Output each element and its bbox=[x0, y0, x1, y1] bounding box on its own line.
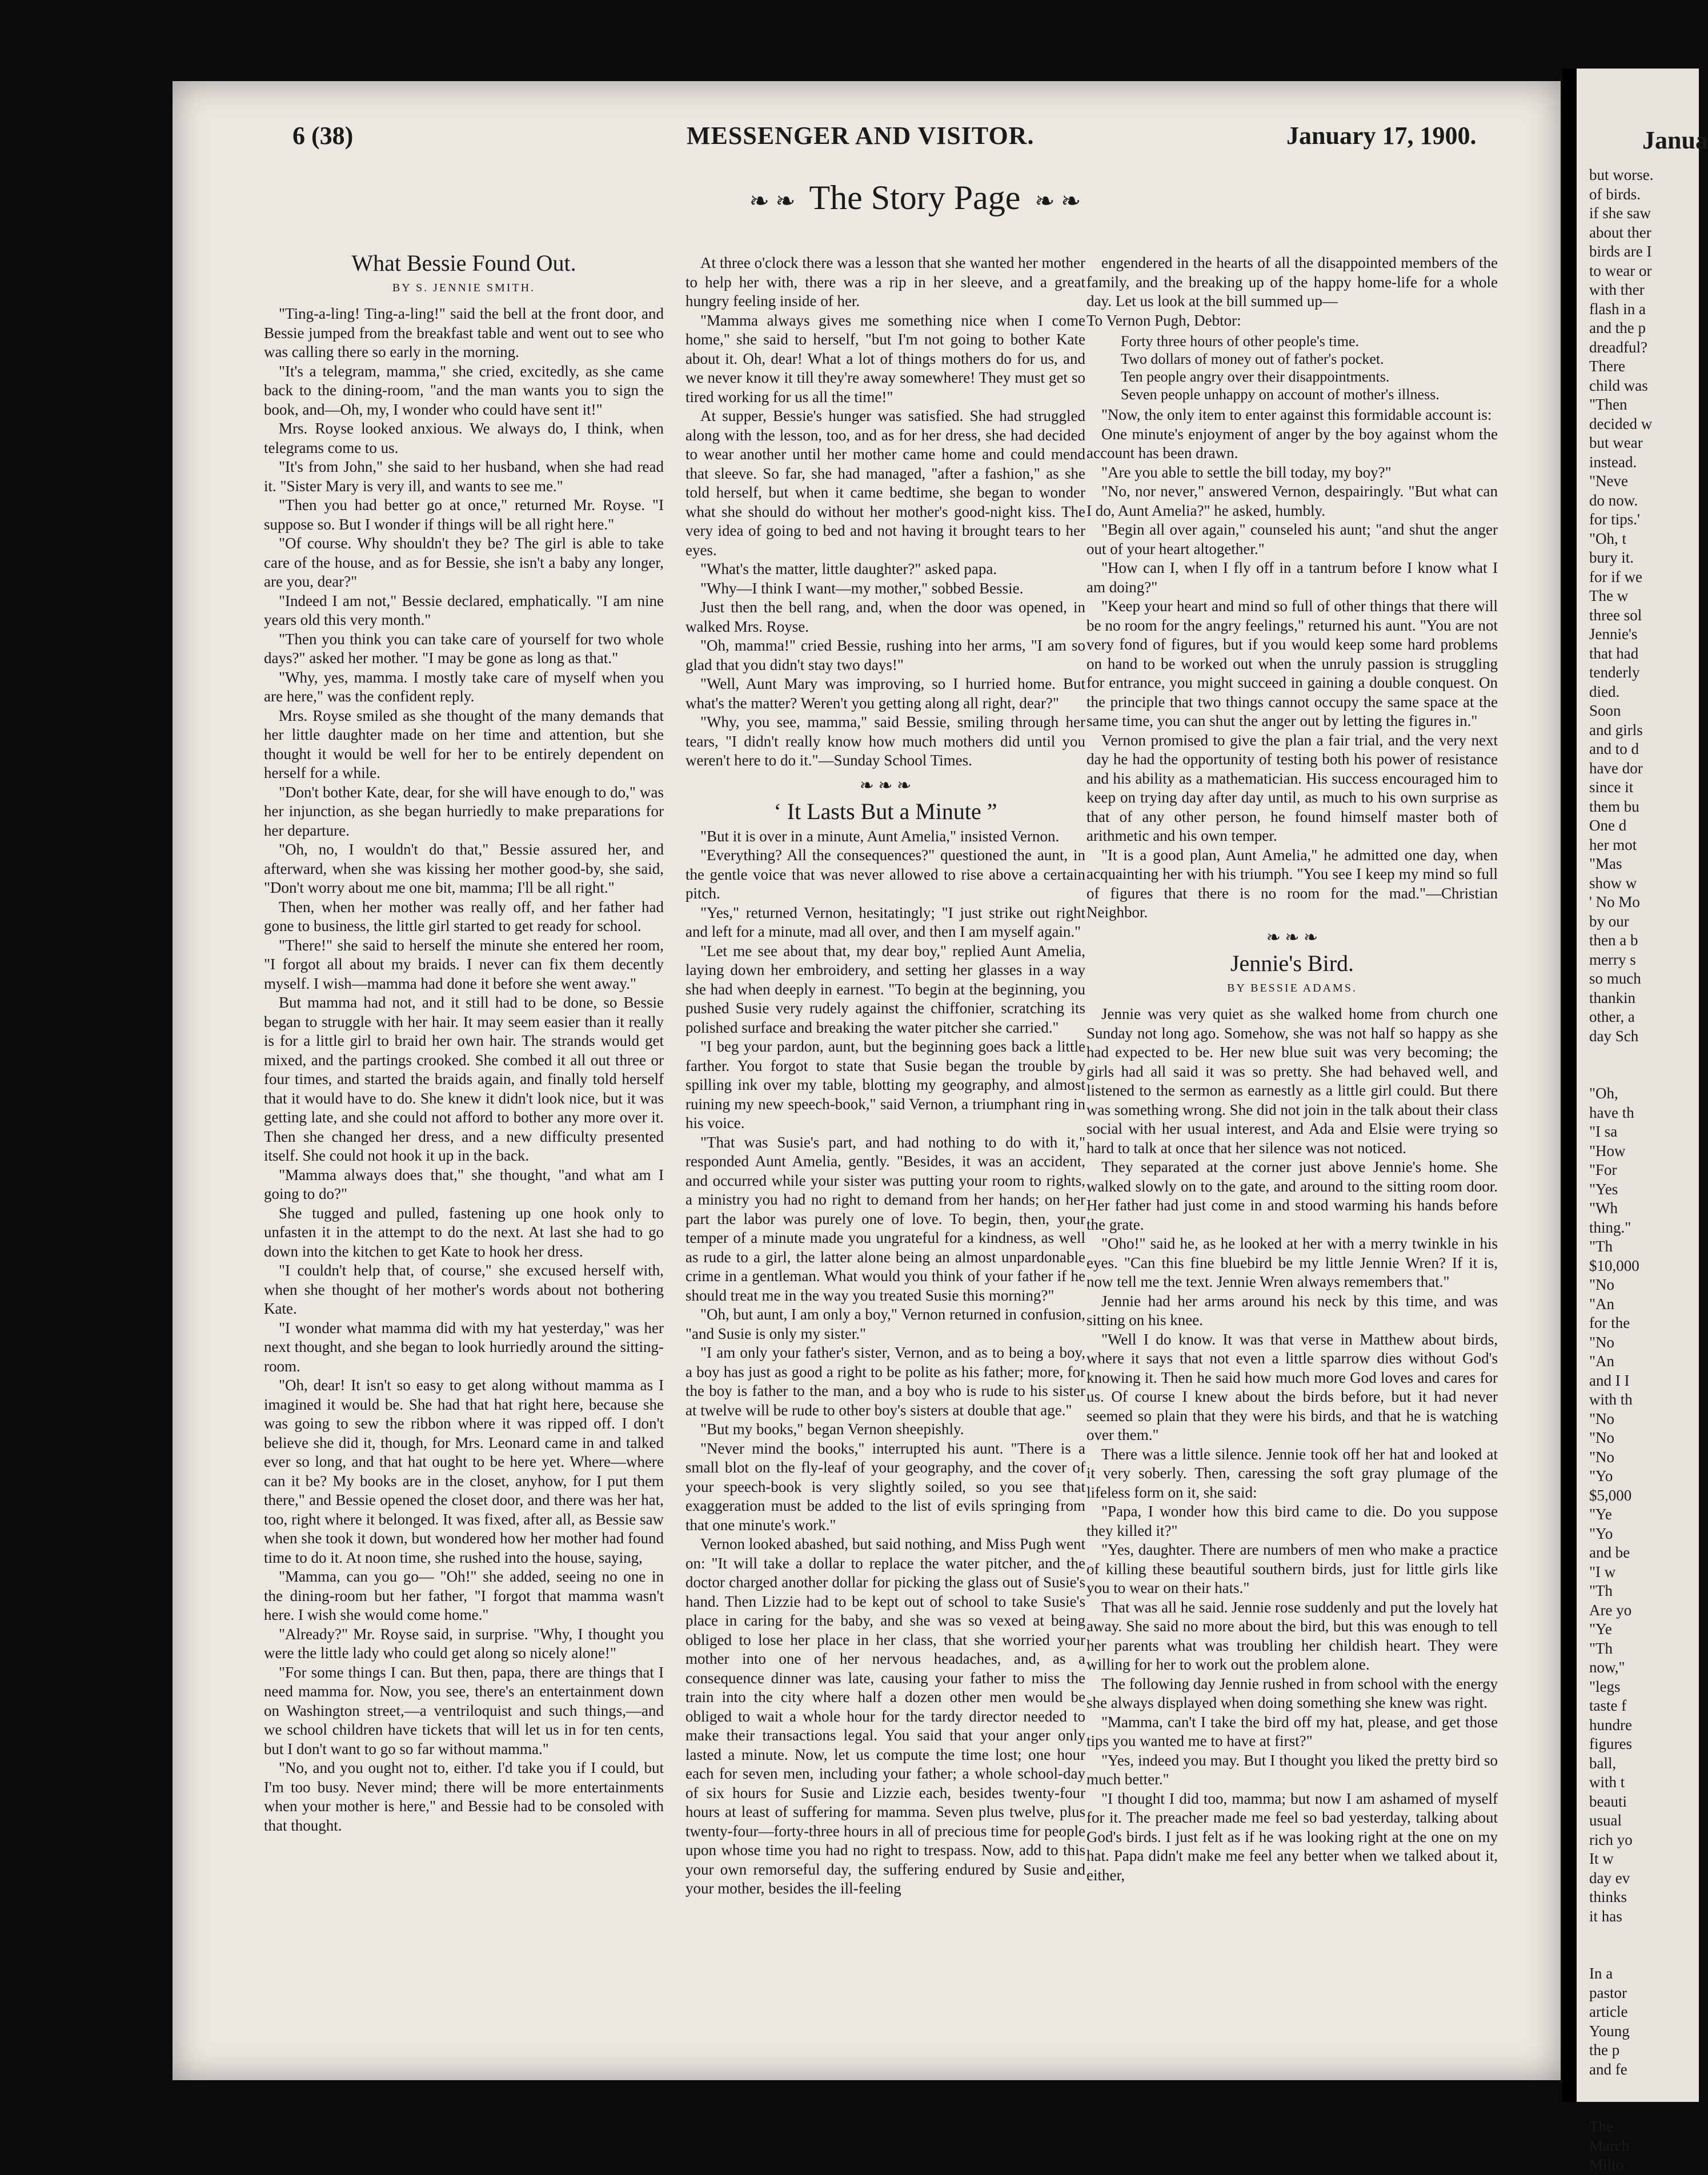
text-line: day ev bbox=[1589, 1869, 1630, 1887]
text-line: Milto bbox=[1589, 2156, 1624, 2173]
text-line: show w bbox=[1589, 874, 1637, 892]
paragraph: "Oh, dear! It isn't so easy to get along without mamma as I imagined it would be. She had that hat right here, because she was going to sew the ribbon where it was ripped off. I don't believe she did it, though, for Mrs. Leonard came in and talked ever so long, and that hat ought to be here yet. Where—where can it be? My books are in the closet, anyhow, for I put them there," and Bessie opened the closet door, and there was her hat, too, right where it belonged. It was fixed, after all, as Bessie saw when she took it down, but wondered how her mother had found time to do it. At noon time, she rushed into the house, saying, bbox=[264, 1377, 664, 1566]
text-line: day Sch bbox=[1589, 1027, 1639, 1045]
paragraph: "I beg your pardon, aunt, but the beginning goes back a little farther. You forgot to state that Susie began the trouble by spilling ink over my table, blotting my geography, and almost ruining my new speech-book," said Vernon, a triumphant ring in his voice. bbox=[685, 1038, 1085, 1131]
separator-ornament-icon: ❧ ❧ ❧ bbox=[859, 776, 912, 795]
paragraph: "Yes, indeed you may. But I thought you liked the pretty bird so much better." bbox=[1086, 1751, 1498, 1788]
text-line: ball, bbox=[1589, 1754, 1617, 1772]
paragraph: "How can I, when I fly off in a tantrum before I know what I am doing?" bbox=[1086, 559, 1498, 596]
paragraph: The following day Jennie rushed in from school with the energy she always displayed when doing something she knew was right. bbox=[1086, 1675, 1498, 1711]
paragraph: One minute's enjoyment of anger by the boy against whom the account has been drawn. bbox=[1086, 425, 1498, 462]
text-line bbox=[1589, 1065, 1703, 1085]
text-line: it has bbox=[1589, 1907, 1622, 1925]
text-line: died. bbox=[1589, 683, 1620, 700]
text-line: It w bbox=[1589, 1850, 1614, 1867]
text-line: of birds. bbox=[1589, 185, 1641, 203]
paragraph: At supper, Bessie's hunger was satisfied. She had struggled along with the lesson, too, and as for her dress, she had decided to wear another until her mother came home and could mend that sleeve. So far, she had managed, "after a fashion," as she told herself, but when it came bedtime, she began to wonder what she should do without her mother's good-night kiss. The very idea of going to bed and not having it brought tears to her eyes. bbox=[685, 407, 1085, 559]
paragraph: Vernon looked abashed, but said nothing, and Miss Pugh went on: "It will take a dollar to replace the water pitcher, and the doctor charged another dollar for picking the glass out of Susie's hand. Then Lizzie had to be kept out of school to take Susie's place in caring for the baby, and she was so vexed at being obliged to lose her place in her class, that she worried your mother into one of her nervous headaches, and, as a consequence dinner was late, causing your father to miss the train into the city where half a dozen other men would be obliged to wait a whole hour for the tardy director needed to make their transactions legal. You said that your anger only lasted a minute. Now, let us compute the time lost; one hour each for seven men, including your father; a whole school-day of six hours for Susie and Lizzie each, besides twenty-four hours at least of suffering for mamma. Seven plus twelve, plus twenty-four—forty-three hours in all of precious time for people upon whose time you had no right to trespass. Now, add to this your own remorseful day, the suffering endured by Susie and your mother, besides the ill-feeling bbox=[685, 1535, 1085, 1897]
paragraph: At three o'clock there was a lesson that she wanted her mother to help her with, there was a rip in her sleeve, and a great hungry feeling inside of her. bbox=[685, 254, 1085, 310]
paragraph: "I wonder what mamma did with my hat yesterday," was her next thought, and she began to look hurriedly around the sitting-room. bbox=[264, 1319, 664, 1375]
article-title: ‘ It Lasts But a Minute ” bbox=[773, 798, 997, 824]
text-line: now," bbox=[1589, 1659, 1625, 1676]
article-body bbox=[685, 827, 1085, 1899]
text-line: beauti bbox=[1589, 1792, 1627, 1810]
paragraph: "Why, you see, mamma," said Bessie, smiling through her tears, "I didn't really know how much mothers did until you weren't here to do it."—Sunday School Times. bbox=[685, 713, 1085, 769]
paragraph: "It is a good plan, Aunt Amelia," he admitted one day, when acquainting her with his triumph. "You see I keep my mind so full of figures that there is no room for the mad."—Christian Neighbor. bbox=[1086, 846, 1498, 921]
text-line: Seven people unhappy on account of mother's illness. bbox=[1121, 386, 1440, 403]
issue-date: January 17, 1900. bbox=[1286, 122, 1477, 150]
text-line: and be bbox=[1589, 1544, 1630, 1561]
text-line: but wear bbox=[1589, 434, 1643, 451]
separator-ornament-icon: ❧ ❧ ❧ bbox=[1266, 928, 1318, 947]
text-line: figures bbox=[1589, 1735, 1632, 1752]
text-line: to wear or bbox=[1589, 262, 1652, 279]
text-line: so much bbox=[1589, 970, 1641, 987]
paragraph: Jennie had her arms around his neck by this time, and was sitting on his knee. bbox=[1086, 1292, 1498, 1329]
text-line: her mot bbox=[1589, 836, 1637, 853]
paragraph: "Now, the only item to enter against this formidable account is: bbox=[1101, 406, 1492, 423]
text-line: "Then bbox=[1589, 396, 1627, 413]
newspaper-page bbox=[173, 81, 1561, 2080]
paragraph: Jennie was very quiet as she walked home from church one Sunday not long ago. Somehow, she was not half so happy as she had expected to be. Her new blue suit was very becoming; the girls had all said it was so pretty. She had behaved well, and listened to the sermon as earnestly as a little girl could. But there was something wrong. She did not join in the talk about their class social with her usual interest, and Ada and Elsie were trying so hard to talk at once that her silence was not noticed. bbox=[1086, 1005, 1498, 1157]
paragraph: "Well I do know. It was that verse in Matthew about birds, where it says that not even a little sparrow dies without God's knowing it. Then he said how much more God loves and cares for us. Of course I knew about the birds before, but it had never seemed so plain that they were his birds, and that he is watching over them." bbox=[1086, 1330, 1498, 1443]
paragraph: Then, when her mother was really off, and her father had gone to business, the little girl started to get ready for school. bbox=[264, 898, 664, 934]
paragraph: "I am only your father's sister, Vernon, and as to being a boy, a boy has just as good a right to be polite as his father; more, for the boy is father to the man, and a boy who is rude to his sister at twelve will be rude to other boy's sisters at double that age." bbox=[685, 1344, 1085, 1419]
paragraph: "Oh, mamma!" cried Bessie, rushing into her arms, "I am so glad that you didn't stay two days!" bbox=[685, 637, 1085, 673]
paragraph: "Don't bother Kate, dear, for she will have enough to do," was her injunction, as she began hurriedly to make preparations for her departure. bbox=[264, 783, 664, 839]
text-line: In a bbox=[1589, 1965, 1613, 1982]
page-gutter bbox=[1562, 69, 1577, 2102]
paragraph: "Yes, daughter. There are numbers of men who make a practice of killing these beautiful southern birds, just for little girls like you to wear on their hats." bbox=[1086, 1541, 1498, 1596]
text-line: "No bbox=[1589, 1410, 1615, 1427]
text-line: $10,000 bbox=[1589, 1257, 1639, 1274]
paragraph: "I couldn't help that, of course," she excused herself with, when she thought of her mother's words about not bothering Kate. bbox=[264, 1262, 664, 1317]
text-line: birds are I bbox=[1589, 243, 1652, 260]
text-line: hundre bbox=[1589, 1716, 1632, 1733]
column-3 bbox=[1086, 254, 1498, 1885]
text-line: One d bbox=[1589, 817, 1627, 834]
text-line: There bbox=[1589, 358, 1625, 375]
text-line: usual bbox=[1589, 1812, 1622, 1829]
text-line: $5,000 bbox=[1589, 1486, 1632, 1504]
article-body bbox=[1086, 406, 1498, 922]
paragraph: Just then the bell rang, and, when the door was opened, in walked Mrs. Royse. bbox=[685, 599, 1085, 635]
text-line: pastor bbox=[1589, 1984, 1627, 2001]
text-line: "Th bbox=[1589, 1238, 1613, 1255]
text-line: and the p bbox=[1589, 319, 1646, 336]
text-line: "An bbox=[1589, 1295, 1615, 1313]
text-line: Soon bbox=[1589, 702, 1621, 719]
text-line: "No bbox=[1589, 1276, 1615, 1293]
text-line bbox=[1589, 1046, 1703, 1065]
page-number: 6 (38) bbox=[292, 122, 354, 150]
paragraph: "Never mind the books," interrupted his aunt. "There is a small blot on the fly-leaf of your geography, and the cover of your speech-book is very slightly soiled, so you see that exaggeration must be added to the list of evils springing from that one minute's work." bbox=[685, 1439, 1085, 1534]
paragraph: "Papa, I wonder how this bird came to die. Do you suppose they killed it?" bbox=[1086, 1503, 1498, 1539]
text-line: since it bbox=[1589, 778, 1634, 796]
text-line: taste f bbox=[1589, 1697, 1627, 1714]
article-byline: BY BESSIE ADAMS. bbox=[1227, 981, 1357, 994]
paragraph: "Mamma, can you go— "Oh!" she added, seeing no one in the dining-room but her father, "I forgot that mamma wasn't here. I wish she would come home." bbox=[264, 1568, 664, 1623]
text-line: and I I bbox=[1589, 1371, 1630, 1389]
paragraph: She tugged and pulled, fastening up one hook only to unfasten it in the attempt to do the next. At last she had to go down into the kitchen to get Kate to hook her dress. bbox=[264, 1204, 664, 1260]
article-title: Jennie's Bird. bbox=[1230, 950, 1354, 976]
text-line: them bu bbox=[1589, 797, 1639, 815]
bill-items bbox=[1121, 332, 1498, 403]
text-line: "Yo bbox=[1589, 1524, 1613, 1542]
paragraph: Vernon promised to give the plan a fair trial, and the very next day he had the opportunity of testing both his power of resistance and his ability as a mathematician. His success encouraged him to keep on trying day after day until, as much to his own surprise as that of any other person, he found himself master both of arithmetic and his own temper. bbox=[1086, 731, 1498, 844]
text-line: Two dollars of money out of father's pocket. bbox=[1121, 351, 1384, 367]
paragraph: engendered in the hearts of all the disappointed members of the family, and the breaking up of the happy home-life for a whole day. Let us look at the bill summed up— bbox=[1086, 254, 1498, 310]
column-1 bbox=[264, 247, 664, 1835]
article-body bbox=[264, 304, 664, 1835]
paragraph: "Mamma always gives me something nice when I come home," she said to herself, "but I'm not going to bother Kate about it. Oh, dear! What a lot of things mothers do for us, and we never know it till they're away somewhere! They must get so tired working for us all the time!" bbox=[685, 311, 1085, 406]
text-line: "I w bbox=[1589, 1563, 1616, 1580]
text-line: flash in a bbox=[1589, 300, 1646, 318]
text-line: "Wh bbox=[1589, 1199, 1618, 1217]
text-line: if she saw bbox=[1589, 204, 1651, 222]
article-title: What Bessie Found Out. bbox=[351, 250, 576, 276]
text-line: Ten people angry over their disappointments. bbox=[1121, 368, 1390, 385]
text-line: for tips.' bbox=[1589, 511, 1640, 528]
text-line: but worse. bbox=[1589, 166, 1654, 183]
article-body bbox=[1086, 254, 1498, 311]
text-line: have th bbox=[1589, 1103, 1634, 1121]
paragraph: "No, nor never," answered Vernon, despairingly. "But what can I do, Aunt Amelia?" he asked, humbly. bbox=[1086, 483, 1498, 519]
paragraph: "Oh, no, I wouldn't do that," Bessie assured her, and afterward, when she was kissing her mother good-by, she said, "Don't worry about me one bit, mamma; I'll be all right." bbox=[264, 841, 664, 896]
text-line bbox=[1589, 2098, 1703, 2118]
text-line: child was bbox=[1589, 376, 1648, 394]
text-line: three sol bbox=[1589, 606, 1642, 624]
adjacent-page-text bbox=[1589, 166, 1703, 2175]
paragraph: Mrs. Royse smiled as she thought of the many demands that her little daughter made on her time and attention, but she thought it would be well for her to be entirely dependent on herself for a while. bbox=[264, 707, 664, 781]
paragraph: "Are you able to settle the bill today, my boy?" bbox=[1101, 463, 1392, 481]
text-line: Are yo bbox=[1589, 1601, 1632, 1619]
paragraph: "No, and you ought not to, either. I'd take you if I could, but I'm too busy. Never mind; there will be more entertainments when your mother is here," and Bessie had to be consoled with that thought. bbox=[264, 1759, 664, 1834]
text-line: "legs bbox=[1589, 1678, 1621, 1695]
text-line: the p bbox=[1589, 2041, 1620, 2058]
paragraph: That was all he said. Jennie rose suddenly and put the lovely hat away. She said no more about the bird, but this was enough to tell her parents what was troubling her childish heart. They were willing for her to work out the problem alone. bbox=[1086, 1598, 1498, 1673]
text-line: March bbox=[1589, 2137, 1630, 2154]
paragraph: "Of course. Why shouldn't they be? The girl is able to take care of the house, and as for Bessie, she isn't a baby any longer, are you, dear?" bbox=[264, 535, 664, 590]
text-line: rich yo bbox=[1589, 1831, 1633, 1848]
adjacent-page-header: Janua bbox=[1642, 126, 1708, 154]
text-line: tenderly bbox=[1589, 664, 1640, 681]
text-line: thinks bbox=[1589, 1888, 1627, 1905]
text-line: "An bbox=[1589, 1353, 1615, 1370]
adjacent-page bbox=[1577, 69, 1708, 2173]
text-line: The w bbox=[1589, 587, 1629, 604]
text-line: and fe bbox=[1589, 2060, 1627, 2078]
paragraph: "Indeed I am not," Bessie declared, emphatically. "I am nine years old this very month." bbox=[264, 592, 664, 628]
text-line: about ther bbox=[1589, 223, 1651, 241]
paragraph: "But it is over in a minute, Aunt Amelia," insisted Vernon. bbox=[700, 827, 1060, 845]
text-line: "No bbox=[1589, 1448, 1615, 1466]
paragraph: "Oho!" said he, as he looked at her with a merry twinkle in his eyes. "Can this fine bluebird be my little Jennie Wren? If it is, now tell me the text. Jennie Wren always remembers that." bbox=[1086, 1235, 1498, 1290]
bill-heading: To Vernon Pugh, Debtor: bbox=[1086, 311, 1241, 329]
page-header bbox=[173, 121, 1561, 172]
article-body bbox=[1086, 1005, 1498, 1885]
paragraph: "Oh, but aunt, I am only a boy," Vernon returned in confusion, "and Susie is only my sister." bbox=[685, 1306, 1085, 1342]
text-line: and girls bbox=[1589, 721, 1643, 739]
text-line: ' No Mo bbox=[1589, 893, 1640, 910]
text-line: Young bbox=[1589, 2022, 1630, 2040]
paragraph: "Yes," returned Vernon, hesitatingly; "I just strike out right and left for a minute, mad all over, and then I am myself again." bbox=[685, 904, 1085, 940]
text-line: other, a bbox=[1589, 1008, 1635, 1025]
paragraph: "I thought I did too, mamma; but now I am ashamed of myself for it. The preacher made me feel so bad yesterday, talking about God's birds. I just felt as if he was looking right at the one on my hat. Papa didn't make me feel any better when we talked about it, either, bbox=[1086, 1789, 1498, 1884]
paragraph: "Then you think you can take care of yourself for two whole days?" asked her mother. "I may be gone as long as that." bbox=[264, 630, 664, 667]
paragraph: "Begin all over again," counseled his aunt; "and shut the anger out of your heart altogether." bbox=[1086, 521, 1498, 557]
section-title bbox=[687, 178, 1144, 218]
text-line: with ther bbox=[1589, 281, 1645, 298]
text-line: by our bbox=[1589, 912, 1629, 930]
text-line bbox=[1589, 1945, 1703, 1965]
text-line: "No bbox=[1589, 1333, 1615, 1351]
paragraph: "Mamma, can't I take the bird off my hat, please, and get those tips you wanted me to have at first?" bbox=[1086, 1713, 1498, 1749]
paragraph: There was a little silence. Jennie took off her hat and looked at it very soberly. Then, caressing the soft gray plumage of the lifeless form on it, she said: bbox=[1086, 1445, 1498, 1501]
article-byline: BY S. JENNIE SMITH. bbox=[392, 281, 536, 294]
text-line: then a b bbox=[1589, 932, 1638, 949]
text-line: bury it. bbox=[1589, 549, 1634, 566]
paragraph: "That was Susie's part, and had nothing to do with it," responded Aunt Amelia, gently. "Besides, it was an accident, and occurred while your sister was putting your room to rights, a ministry you had no right to demand from her hands; on her part the labor was purely one of love. To begin, then, your temper of a minute made you ungrateful for a kindness, as well as rude to a girl, the latter alone being an almost unpardonable crime in a gentleman. What would you think of your father if he should treat me in the way you treated Susie this morning?" bbox=[685, 1133, 1085, 1304]
text-line: with th bbox=[1589, 1391, 1633, 1408]
text-line: "Mas bbox=[1589, 855, 1622, 872]
text-line: "Th bbox=[1589, 1582, 1613, 1599]
text-line: "Th bbox=[1589, 1639, 1613, 1657]
paragraph: "Why, yes, mamma. I mostly take care of myself when you are here," was the confident reply. bbox=[264, 668, 664, 705]
masthead: MESSENGER AND VISITOR. bbox=[687, 122, 1035, 150]
leaf-ornament-icon: ❧ ❧ bbox=[1035, 188, 1081, 215]
paragraph: But mamma had not, and it still had to be done, so Bessie began to struggle with her hair. It may seem easier than it really is for a little girl to braid her own hair. The strands would get mixed, and the partings crooked. She combed it all out three or four times, and started the braids again, and finally told herself that it would have to do. She knew it didn't look nice, but it was getting late, and she could not afford to bother any more over it. Then she changed her dress, and a new difficulty presented itself. She could not hook it up in the back. bbox=[264, 994, 664, 1164]
text-line: "No bbox=[1589, 1429, 1615, 1446]
paragraph: "What's the matter, little daughter?" asked papa. bbox=[700, 560, 997, 577]
text-line: The bbox=[1589, 2118, 1613, 2135]
text-line: "Oh, t bbox=[1589, 529, 1627, 547]
paragraph: "There!" she said to herself the minute she entered her room, "I forgot all about my braids. I never can fix them decently myself. I wish—mamma had done it before she went away." bbox=[264, 936, 664, 992]
text-line: article bbox=[1589, 2003, 1628, 2020]
text-line bbox=[1589, 2079, 1703, 2098]
text-line: merry s bbox=[1589, 950, 1636, 968]
text-line: for if we bbox=[1589, 568, 1642, 585]
column-2 bbox=[685, 254, 1085, 1899]
text-line: "How bbox=[1589, 1142, 1626, 1159]
text-line: Jennie's bbox=[1589, 625, 1638, 643]
text-line: "Yo bbox=[1589, 1467, 1613, 1484]
section-title-text: The Story Page bbox=[809, 179, 1021, 216]
paragraph: "Mamma always does that," she thought, "and what am I going to do?" bbox=[264, 1166, 664, 1202]
text-line: "Oh, bbox=[1589, 1085, 1618, 1102]
article-body bbox=[685, 254, 1085, 771]
text-line: decided w bbox=[1589, 415, 1653, 432]
paragraph: "For some things I can. But then, papa, there are things that I need mamma for. Now, you see, there's an entertainment down on Washington street,—a ventriloquist and such things,—and we school children have tickets that will let us in for ten cents, but I don't want to go so far without mamma." bbox=[264, 1663, 664, 1757]
text-line: have dor bbox=[1589, 759, 1643, 777]
paragraph: "Already?" Mr. Royse said, in surprise. "Why, I thought you were the little lady who could get along so nicely alone!" bbox=[264, 1625, 664, 1662]
paragraph: Mrs. Royse looked anxious. We always do, I think, when telegrams come to us. bbox=[264, 420, 664, 456]
text-line: "For bbox=[1589, 1161, 1617, 1178]
text-line: that had bbox=[1589, 644, 1639, 662]
text-line: thing." bbox=[1589, 1218, 1631, 1236]
paragraph: They separated at the corner just above Jennie's home. She walked slowly on to the gate, and around to the sitting room door. Her father had just come in and stood warming his hands before the grate. bbox=[1086, 1158, 1498, 1233]
text-line: dreadful? bbox=[1589, 338, 1647, 356]
paragraph: "Then you had better go at once," returned Mr. Royse. "I suppose so. But I wonder if things will be all right here." bbox=[264, 496, 664, 533]
text-line bbox=[1589, 1926, 1703, 1945]
text-line: "Ye bbox=[1589, 1506, 1612, 1523]
text-line: "I sa bbox=[1589, 1123, 1618, 1140]
paragraph: "It's from John," she said to her husband, when she had read it. "Sister Mary is very ill, and wants to see me." bbox=[264, 458, 664, 495]
paragraph: "Well, Aunt Mary was improving, so I hurried home. But what's the matter? Weren't you getting along all right, dear?" bbox=[685, 675, 1085, 712]
leaf-ornament-icon: ❧ ❧ bbox=[749, 188, 796, 215]
text-line: do now. bbox=[1589, 491, 1638, 509]
text-line: Forty three hours of other people's time. bbox=[1121, 333, 1359, 350]
text-line: "Neve bbox=[1589, 472, 1628, 489]
text-line: "Yes bbox=[1589, 1180, 1618, 1198]
paragraph: "Ting-a-ling! Ting-a-ling!" said the bell at the front door, and Bessie jumped from the breakfast table and went out to see who was calling there so early in the morning. bbox=[264, 305, 664, 360]
text-line: thankin bbox=[1589, 989, 1635, 1006]
text-line: with t bbox=[1589, 1773, 1625, 1791]
text-line: instead. bbox=[1589, 453, 1637, 471]
paragraph: "Why—I think I want—my mother," sobbed Bessie. bbox=[700, 579, 1024, 597]
text-line: and to d bbox=[1589, 740, 1639, 757]
paragraph: "Everything? All the consequences?" questioned the aunt, in the gentle voice that was never allowed to rise above a certain pitch. bbox=[685, 846, 1085, 902]
paragraph: "It's a telegram, mamma," she cried, excitedly, as she came back to the dining-room, "and the man wants you to sign the book, and—Oh, my, I wonder who could have sent it!" bbox=[264, 362, 664, 418]
text-line: "Ye bbox=[1589, 1620, 1612, 1638]
paragraph: "But my books," began Vernon sheepishly. bbox=[700, 1420, 964, 1438]
paragraph: "Keep your heart and mind so full of other things that there will be no room for the angry feelings," returned his aunt. "You are not very fond of figures, but if you would keep some hard problems on hand to be worked out when the unruly passion is struggling for entrance, you might succeed in gaining a double conquest. On the principle that two things cannot occupy the same space at the same time, you can shut the anger out by letting the figures in." bbox=[1086, 597, 1498, 729]
paragraph: "Let me see about that, my dear boy," replied Aunt Amelia, laying down her embroidery, and setting her glasses in a way she had when deeply in earnest. "To begin at the beginning, you pushed Susie very rudely against the chiffonier, scratching its polished surface and breaking the water pitcher she carried." bbox=[685, 942, 1085, 1036]
text-line: for the bbox=[1589, 1314, 1630, 1331]
